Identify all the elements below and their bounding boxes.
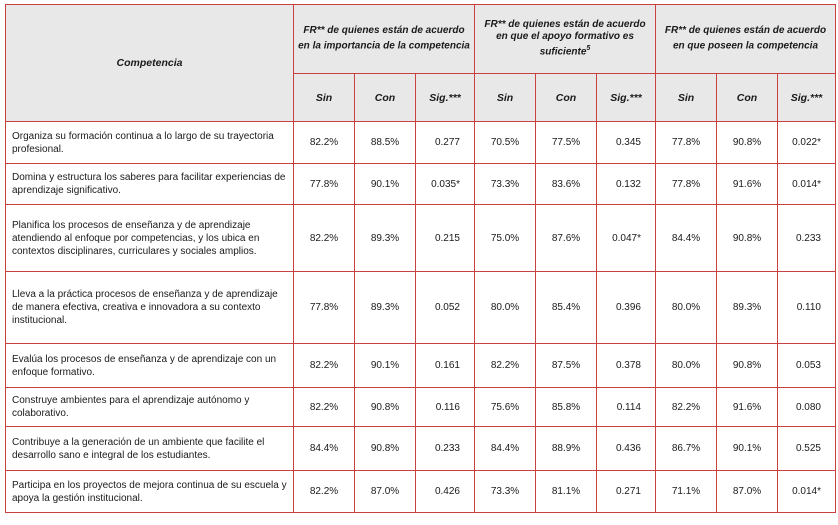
percent-cell: 82.2% xyxy=(294,471,355,513)
sig-cell: 0.233 xyxy=(778,205,836,272)
subheader-con: Con xyxy=(355,74,416,122)
table-row xyxy=(6,205,836,272)
percent-cell: 73.3% xyxy=(475,164,536,205)
sig-cell: 0.053 xyxy=(778,344,836,388)
sig-cell: 0.132 xyxy=(597,164,656,205)
percent-cell: 85.4% xyxy=(536,272,597,344)
percent-cell: 73.3% xyxy=(475,471,536,513)
sig-cell: 0.080 xyxy=(778,388,836,427)
percent-cell: 87.6% xyxy=(536,205,597,272)
percent-cell: 90.8% xyxy=(717,122,778,164)
sig-cell: 0.022* xyxy=(778,122,836,164)
sig-cell: 0.052 xyxy=(416,272,475,344)
sig-cell: 0.271 xyxy=(597,471,656,513)
percent-cell: 71.1% xyxy=(656,471,717,513)
header-group-apoyo: FR** de quienes están de acuerdo en que el apoyo formativo es suficiente$^5$ xyxy=(475,5,656,74)
sig-cell: 0.436 xyxy=(597,427,656,471)
percent-cell: 70.5% xyxy=(475,122,536,164)
sig-cell: 0.035* xyxy=(416,164,475,205)
percent-cell: 86.7% xyxy=(656,427,717,471)
subheader-sin: Sin xyxy=(475,74,536,122)
percent-cell: 89.3% xyxy=(717,272,778,344)
competencia-cell: Evalúa los procesos de enseñanza y de aprendizaje con un enfoque formativo. xyxy=(6,344,294,388)
percent-cell: 85.8% xyxy=(536,388,597,427)
sig-cell: 0.110 xyxy=(778,272,836,344)
subheader-sig: Sig.*** xyxy=(416,74,475,122)
percent-cell: 77.8% xyxy=(656,164,717,205)
percent-cell: 90.8% xyxy=(355,427,416,471)
percent-cell: 89.3% xyxy=(355,205,416,272)
sig-cell: 0.014* xyxy=(778,471,836,513)
sig-cell: 0.114 xyxy=(597,388,656,427)
header-group-importancia: FR** de quienes están de acuerdo en la importancia de la competencia xyxy=(294,5,475,74)
table-row xyxy=(6,344,836,388)
percent-cell: 82.2% xyxy=(475,344,536,388)
sig-cell: 0.215 xyxy=(416,205,475,272)
percent-cell: 81.1% xyxy=(536,471,597,513)
subheader-con: Con xyxy=(536,74,597,122)
percent-cell: 90.1% xyxy=(717,427,778,471)
percent-cell: 77.8% xyxy=(656,122,717,164)
percent-cell: 90.1% xyxy=(355,164,416,205)
percent-cell: 90.1% xyxy=(355,344,416,388)
percent-cell: 84.4% xyxy=(294,427,355,471)
percent-cell: 84.4% xyxy=(475,427,536,471)
percent-cell: 82.2% xyxy=(294,122,355,164)
competencia-cell: Organiza su formación continua a lo largo de su trayectoria profesional. xyxy=(6,122,294,164)
percent-cell: 91.6% xyxy=(717,164,778,205)
sig-cell: 0.277 xyxy=(416,122,475,164)
percent-cell: 77.5% xyxy=(536,122,597,164)
percent-cell: 80.0% xyxy=(656,272,717,344)
subheader-sin: Sin xyxy=(656,74,717,122)
table-row xyxy=(6,471,836,513)
subheader-sin: Sin xyxy=(294,74,355,122)
table-row xyxy=(6,388,836,427)
sig-cell: 0.161 xyxy=(416,344,475,388)
header-competencia: Competencia xyxy=(6,5,294,122)
subheader-sig: Sig.*** xyxy=(778,74,836,122)
percent-cell: 82.2% xyxy=(294,205,355,272)
sig-cell: 0.233 xyxy=(416,427,475,471)
percent-cell: 87.5% xyxy=(536,344,597,388)
competencia-cell: Construye ambientes para el aprendizaje autónomo y colaborativo. xyxy=(6,388,294,427)
percent-cell: 88.9% xyxy=(536,427,597,471)
competencia-cell: Participa en los proyectos de mejora continua de su escuela y apoya la gestión institucional. xyxy=(6,471,294,513)
subheader-sig: Sig.*** xyxy=(597,74,656,122)
sig-cell: 0.426 xyxy=(416,471,475,513)
percent-cell: 80.0% xyxy=(475,272,536,344)
percent-cell: 87.0% xyxy=(355,471,416,513)
percent-cell: 83.6% xyxy=(536,164,597,205)
percent-cell: 82.2% xyxy=(294,388,355,427)
percent-cell: 88.5% xyxy=(355,122,416,164)
sig-cell: 0.014* xyxy=(778,164,836,205)
sig-cell: 0.345 xyxy=(597,122,656,164)
percent-cell: 80.0% xyxy=(656,344,717,388)
sig-cell: 0.525 xyxy=(778,427,836,471)
table-row xyxy=(6,122,836,164)
sig-cell: 0.116 xyxy=(416,388,475,427)
percent-cell: 90.8% xyxy=(717,344,778,388)
percent-cell: 77.8% xyxy=(294,164,355,205)
competencia-cell: Lleva a la práctica procesos de enseñanza y de aprendizaje de manera efectiva, creativa e innovadora a su contexto institucional. xyxy=(6,272,294,344)
percent-cell: 75.0% xyxy=(475,205,536,272)
percent-cell: 77.8% xyxy=(294,272,355,344)
percent-cell: 87.0% xyxy=(717,471,778,513)
competencia-cell: Planifica los procesos de enseñanza y de aprendizaje atendiendo al enfoque por competencias, y los ubica en contextos disciplinares, curriculares y sociales amplios. xyxy=(6,205,294,272)
table-row xyxy=(6,427,836,471)
table-row xyxy=(6,272,836,344)
sig-cell: 0.047* xyxy=(597,205,656,272)
competencia-cell: Contribuye a la generación de un ambiente que facilite el desarrollo sano e integral de los estudiantes. xyxy=(6,427,294,471)
percent-cell: 82.2% xyxy=(656,388,717,427)
sig-cell: 0.378 xyxy=(597,344,656,388)
percent-cell: 75.6% xyxy=(475,388,536,427)
header-group-poseen: FR** de quienes están de acuerdo en que poseen la competencia xyxy=(656,5,836,74)
competencias-table xyxy=(5,4,836,513)
percent-cell: 84.4% xyxy=(656,205,717,272)
percent-cell: 91.6% xyxy=(717,388,778,427)
percent-cell: 82.2% xyxy=(294,344,355,388)
table-row xyxy=(6,164,836,205)
percent-cell: 89.3% xyxy=(355,272,416,344)
sig-cell: 0.396 xyxy=(597,272,656,344)
percent-cell: 90.8% xyxy=(355,388,416,427)
competencia-cell: Domina y estructura los saberes para facilitar experiencias de aprendizaje significativo. xyxy=(6,164,294,205)
subheader-con: Con xyxy=(717,74,778,122)
percent-cell: 90.8% xyxy=(717,205,778,272)
